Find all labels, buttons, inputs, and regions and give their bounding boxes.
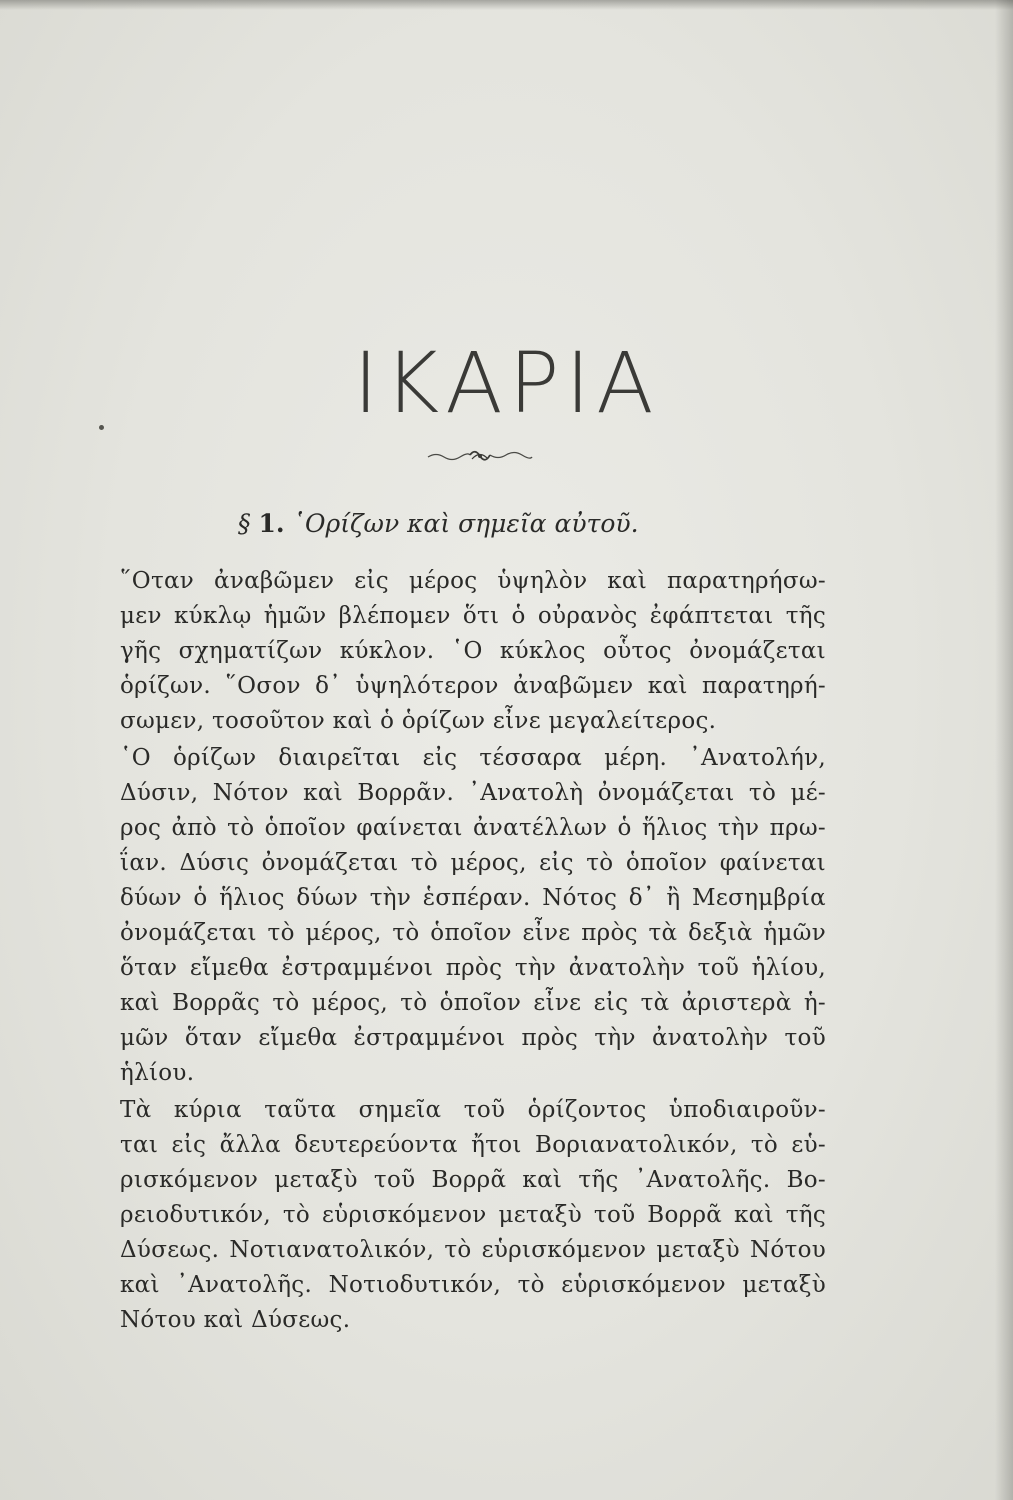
text-line: Δύσιν, Νότον καὶ Βορρᾶν. ᾿Ανατολὴ ὀνομάζεται τὸ μέ- [120, 780, 826, 806]
text-line: Νότου καὶ Δύσεως. [120, 1307, 351, 1333]
text-line: σωμεν, τοσοῦτον καὶ ὁ ὁρίζων εἶνε μεγαλείτερος. [120, 708, 717, 734]
body-text [120, 564, 826, 1338]
page-right-shadow [995, 0, 1013, 1500]
text-line: ὅταν εἴμεθα ἐστραμμένοι πρὸς τὴν ἀνατολὴν τοῦ ἡλίου, [120, 955, 826, 981]
text-line: ρος ἀπὸ τὸ ὁποῖον φαίνεται ἀνατέλλων ὁ ἥλιος τὴν πρω- [120, 815, 826, 841]
text-line: γῆς σχηματίζων κύκλον. ῾Ο κύκλος οὗτος ὀνομάζεται [120, 638, 826, 664]
text-line: Τὰ κύρια ταῦτα σημεῖα τοῦ ὁρίζοντος ὑποδιαιροῦν- [120, 1097, 826, 1123]
text-line: Δύσεως. Νοτιανατολικόν, τὸ εὑρισκόμενον μεταξὺ Νότου [120, 1237, 826, 1263]
text-line: μεν κύκλῳ ἡμῶν βλέπομεν ὅτι ὁ οὐρανὸς ἐφάπτεται τῆς [120, 603, 826, 629]
page-top-shadow [0, 0, 1013, 10]
section-heading [238, 508, 639, 540]
text-line: ρειοδυτικόν, τὸ εὑρισκόμενον μεταξὺ τοῦ Βορρᾶ καὶ τῆς [120, 1202, 826, 1228]
ornament-divider-icon [426, 446, 534, 466]
text-line: ὀνομάζεται τὸ μέρος, τὸ ὁποῖον εἶνε πρὸς τὰ δεξιὰ ἡμῶν [120, 920, 826, 946]
page-title: ΙΚΑΡΙΑ [353, 334, 660, 432]
section-number: 1. [258, 509, 285, 538]
text-line: μῶν ὅταν εἴμεθα ἐστραμμένοι πρὸς τὴν ἀνατολὴν τοῦ [120, 1025, 826, 1051]
text-line: ῞Οταν ἀναβῶμεν εἰς μέρος ὑψηλὸν καὶ παρατηρήσω- [120, 568, 826, 594]
text-line: ρισκόμενον μεταξὺ τοῦ Βορρᾶ καὶ τῆς ᾿Ανατολῆς. Βο- [120, 1167, 826, 1193]
text-line: ὁρίζων. ῞Οσον δ᾽ ὑψηλότερον ἀναβῶμεν καὶ παρατηρή- [120, 673, 826, 699]
text-line: δύων ὁ ἥλιος δύων τὴν ἑσπέραν. Νότος δ᾽ ἢ Μεσημβρία [120, 885, 826, 911]
text-line: ἡλίου. [120, 1060, 195, 1086]
text-line: ΐαν. Δύσις ὀνομάζεται τὸ μέρος, εἰς τὸ ὁποῖον φαίνεται [120, 850, 826, 876]
section-title: ῾Ορίζων καὶ σημεῖα αὐτοῦ. [292, 509, 639, 538]
text-line: ται εἰς ἄλλα δευτερεύοντα ἤτοι Βοριανατολικόν, τὸ εὑ- [120, 1132, 826, 1158]
section-symbol: § [238, 509, 251, 538]
text-line: καὶ Βορρᾶς τὸ μέρος, τὸ ὁποῖον εἶνε εἰς τὰ ἀριστερὰ ἡ- [120, 990, 826, 1016]
text-line: καὶ ᾿Ανατολῆς. Νοτιοδυτικόν, τὸ εὑρισκόμενον μεταξὺ [120, 1272, 826, 1298]
text-line: ῾Ο ὁρίζων διαιρεῖται εἰς τέσσαρα μέρη. ᾿Ανατολήν, [120, 745, 826, 771]
